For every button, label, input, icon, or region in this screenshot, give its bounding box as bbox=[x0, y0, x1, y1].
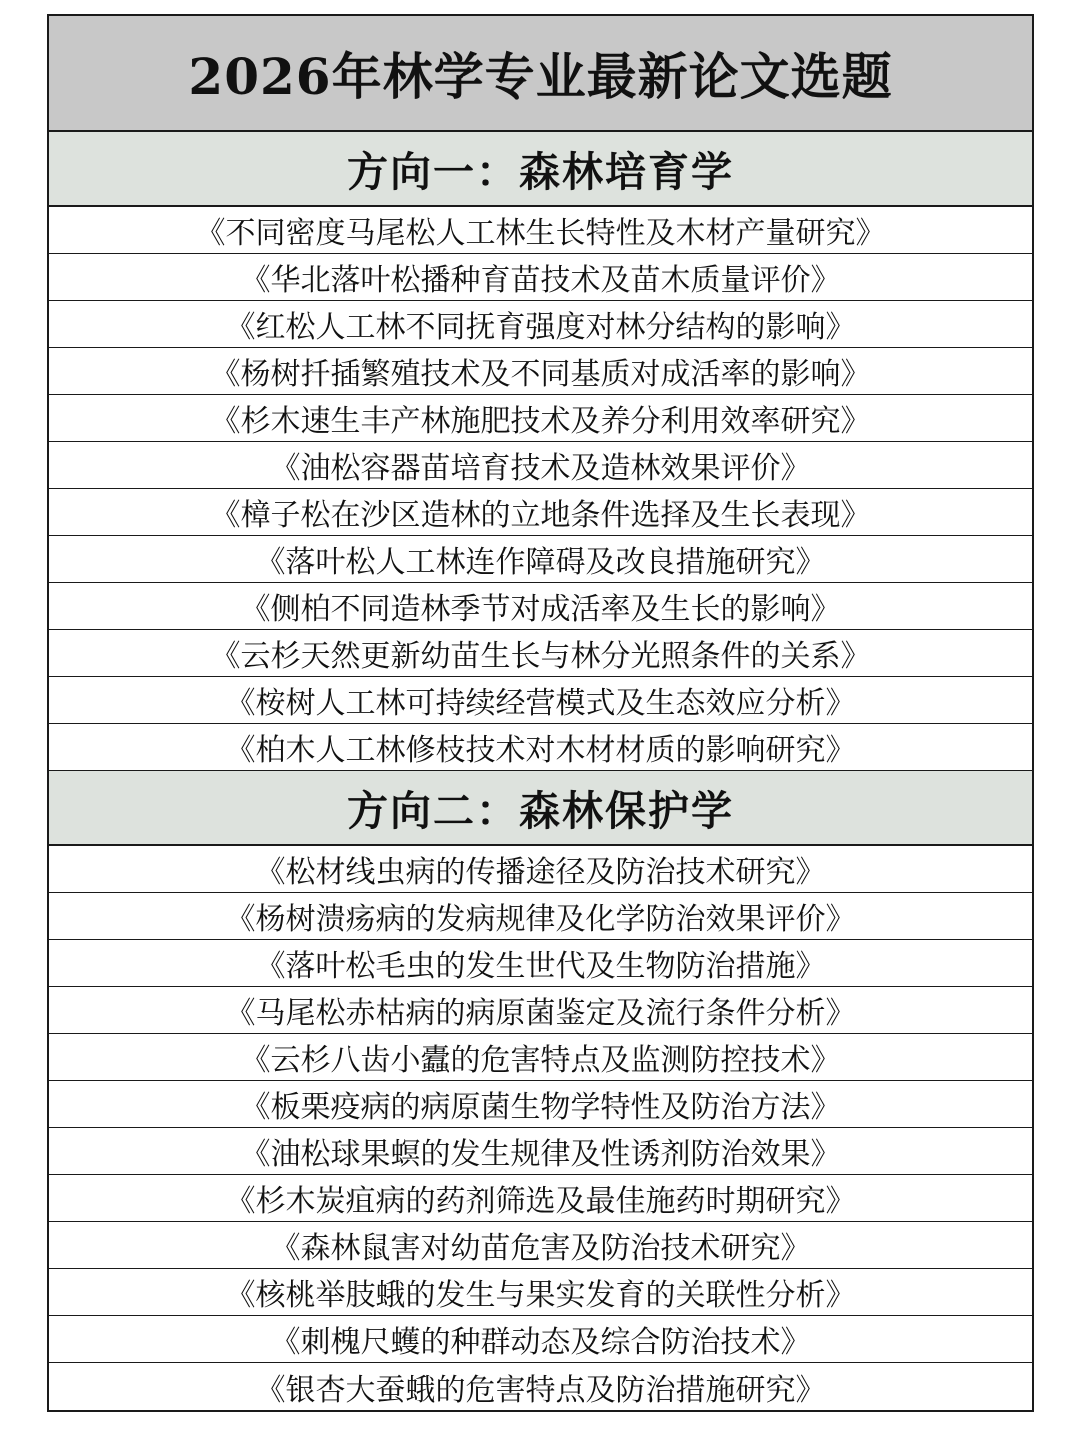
section-heading-forest-protection: 方向二：森林保护学 bbox=[49, 771, 1032, 846]
topic-row: 《华北落叶松播种育苗技术及苗木质量评价》 bbox=[49, 254, 1032, 301]
topic-row: 《云杉天然更新幼苗生长与林分光照条件的关系》 bbox=[49, 630, 1032, 677]
topic-row: 《柏木人工林修枝技术对木材材质的影响研究》 bbox=[49, 724, 1032, 771]
topic-table bbox=[47, 14, 1034, 1412]
topic-row: 《板栗疫病的病原菌生物学特性及防治方法》 bbox=[49, 1081, 1032, 1128]
topic-row: 《杨树溃疡病的发病规律及化学防治效果评价》 bbox=[49, 893, 1032, 940]
topic-row: 《樟子松在沙区造林的立地条件选择及生长表现》 bbox=[49, 489, 1032, 536]
topic-row: 《核桃举肢蛾的发生与果实发育的关联性分析》 bbox=[49, 1269, 1032, 1316]
topic-row: 《不同密度马尾松人工林生长特性及木材产量研究》 bbox=[49, 207, 1032, 254]
section-heading-silviculture: 方向一：森林培育学 bbox=[49, 132, 1032, 207]
topic-row: 《侧柏不同造林季节对成活率及生长的影响》 bbox=[49, 583, 1032, 630]
topic-row: 《桉树人工林可持续经营模式及生态效应分析》 bbox=[49, 677, 1032, 724]
topic-row: 《马尾松赤枯病的病原菌鉴定及流行条件分析》 bbox=[49, 987, 1032, 1034]
topic-row: 《杨树扦插繁殖技术及不同基质对成活率的影响》 bbox=[49, 348, 1032, 395]
topic-row: 《杉木炭疽病的药剂筛选及最佳施药时期研究》 bbox=[49, 1175, 1032, 1222]
topic-row: 《杉木速生丰产林施肥技术及养分利用效率研究》 bbox=[49, 395, 1032, 442]
topic-row: 《刺槐尺蠖的种群动态及综合防治技术》 bbox=[49, 1316, 1032, 1363]
topic-row: 《森林鼠害对幼苗危害及防治技术研究》 bbox=[49, 1222, 1032, 1269]
topic-row: 《云杉八齿小蠹的危害特点及监测防控技术》 bbox=[49, 1034, 1032, 1081]
topic-row: 《油松容器苗培育技术及造林效果评价》 bbox=[49, 442, 1032, 489]
topic-row: 《松材线虫病的传播途径及防治技术研究》 bbox=[49, 846, 1032, 893]
topic-row: 《落叶松毛虫的发生世代及生物防治措施》 bbox=[49, 940, 1032, 987]
topic-row: 《银杏大蚕蛾的危害特点及防治措施研究》 bbox=[255, 1372, 826, 1408]
topic-row: 《红松人工林不同抚育强度对林分结构的影响》 bbox=[49, 301, 1032, 348]
topic-row: 《落叶松人工林连作障碍及改良措施研究》 bbox=[49, 536, 1032, 583]
topic-row: 《油松球果螟的发生规律及性诱剂防治效果》 bbox=[49, 1128, 1032, 1175]
page-title: 2026年林学专业最新论文选题 bbox=[49, 16, 1032, 132]
